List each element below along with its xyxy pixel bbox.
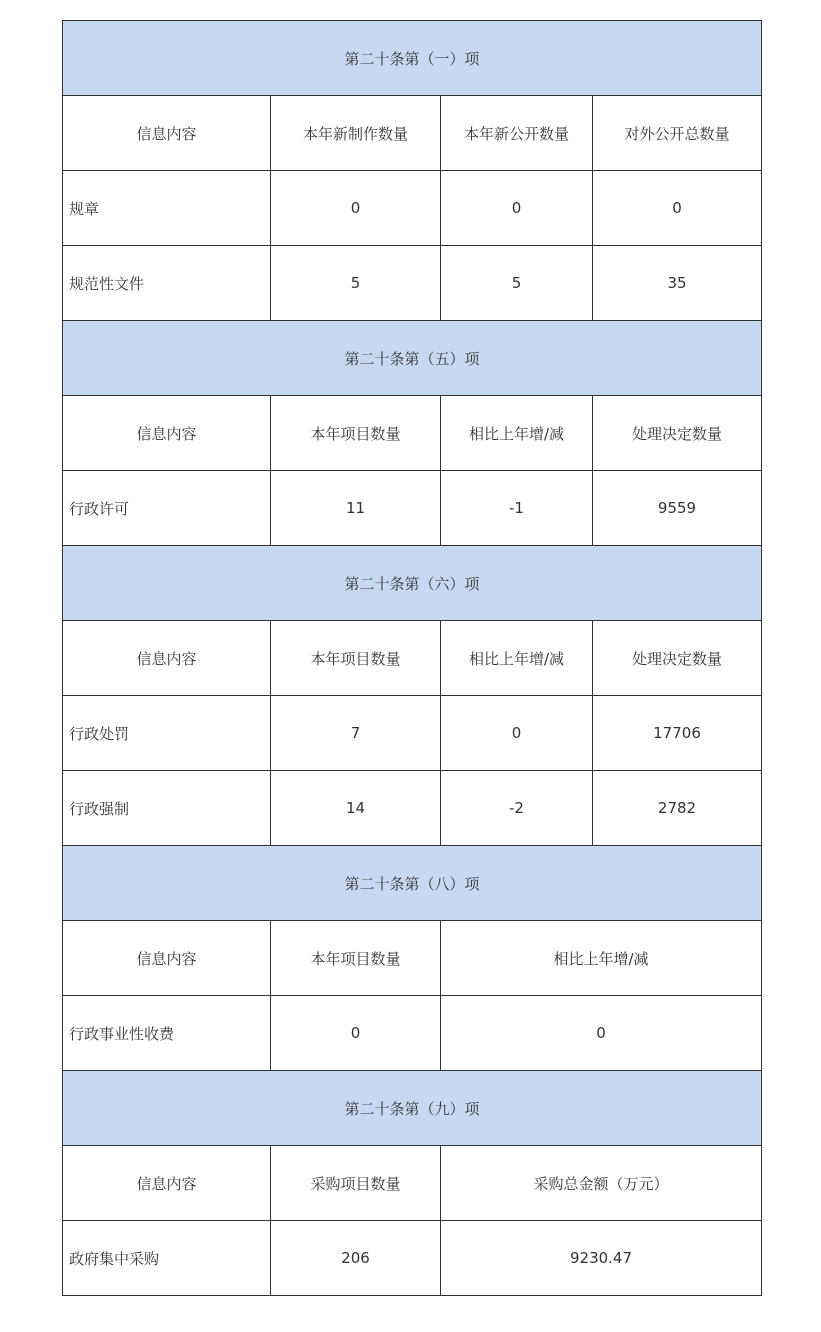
- row-label: 行政事业性收费: [63, 996, 271, 1071]
- row-label: 行政许可: [63, 471, 271, 546]
- column-header: 采购总金额（万元）: [441, 1146, 762, 1221]
- table-cell: 9230.47: [441, 1221, 762, 1296]
- row-label: 规章: [63, 171, 271, 246]
- section-title: 第二十条第（八）项: [63, 846, 762, 921]
- table-cell: 17706: [593, 696, 762, 771]
- table-cell: 0: [271, 996, 441, 1071]
- table-cell: 0: [441, 996, 762, 1071]
- disclosure-table-container: [62, 20, 761, 1296]
- table-cell: 14: [271, 771, 441, 846]
- row-label: 行政强制: [63, 771, 271, 846]
- row-label: 规范性文件: [63, 246, 271, 321]
- table-row: [63, 771, 762, 846]
- row-label: 政府集中采购: [63, 1221, 271, 1296]
- column-header: 信息内容: [63, 1146, 271, 1221]
- table-cell: 2782: [593, 771, 762, 846]
- table-cell: 206: [271, 1221, 441, 1296]
- table-cell: 0: [441, 696, 593, 771]
- column-header: 本年项目数量: [271, 396, 441, 471]
- table-cell: 35: [593, 246, 762, 321]
- row-label: 行政处罚: [63, 696, 271, 771]
- table-cell: 11: [271, 471, 441, 546]
- section-title-row: [63, 1071, 762, 1146]
- table-row: [63, 246, 762, 321]
- table-cell: 5: [441, 246, 593, 321]
- column-header-row: [63, 921, 762, 996]
- column-header-row: [63, 396, 762, 471]
- table-cell: 0: [271, 171, 441, 246]
- section-title-row: [63, 546, 762, 621]
- table-row: [63, 471, 762, 546]
- table-row: [63, 171, 762, 246]
- column-header: 相比上年增/减: [441, 921, 762, 996]
- column-header: 相比上年增/减: [441, 621, 593, 696]
- column-header: 采购项目数量: [271, 1146, 441, 1221]
- table-cell: 9559: [593, 471, 762, 546]
- section-title-row: [63, 21, 762, 96]
- column-header: 对外公开总数量: [593, 96, 762, 171]
- column-header: 相比上年增/减: [441, 396, 593, 471]
- section-title: 第二十条第（五）项: [63, 321, 762, 396]
- table-cell: 7: [271, 696, 441, 771]
- column-header: 处理决定数量: [593, 621, 762, 696]
- table-cell: 5: [271, 246, 441, 321]
- section-title: 第二十条第（九）项: [63, 1071, 762, 1146]
- column-header-row: [63, 621, 762, 696]
- table-row: [63, 696, 762, 771]
- column-header-row: [63, 96, 762, 171]
- section-title: 第二十条第（一）项: [63, 21, 762, 96]
- column-header: 信息内容: [63, 621, 271, 696]
- column-header: 信息内容: [63, 396, 271, 471]
- table-row: [63, 1221, 762, 1296]
- table-cell: -2: [441, 771, 593, 846]
- table-cell: -1: [441, 471, 593, 546]
- disclosure-table: [62, 20, 762, 1296]
- column-header: 处理决定数量: [593, 396, 762, 471]
- section-title-row: [63, 321, 762, 396]
- table-cell: 0: [593, 171, 762, 246]
- table-cell: 0: [441, 171, 593, 246]
- column-header: 信息内容: [63, 96, 271, 171]
- column-header: 本年新公开数量: [441, 96, 593, 171]
- column-header-row: [63, 1146, 762, 1221]
- column-header: 本年项目数量: [271, 621, 441, 696]
- column-header: 本年项目数量: [271, 921, 441, 996]
- section-title-row: [63, 846, 762, 921]
- column-header: 本年新制作数量: [271, 96, 441, 171]
- table-row: [63, 996, 762, 1071]
- section-title: 第二十条第（六）项: [63, 546, 762, 621]
- column-header: 信息内容: [63, 921, 271, 996]
